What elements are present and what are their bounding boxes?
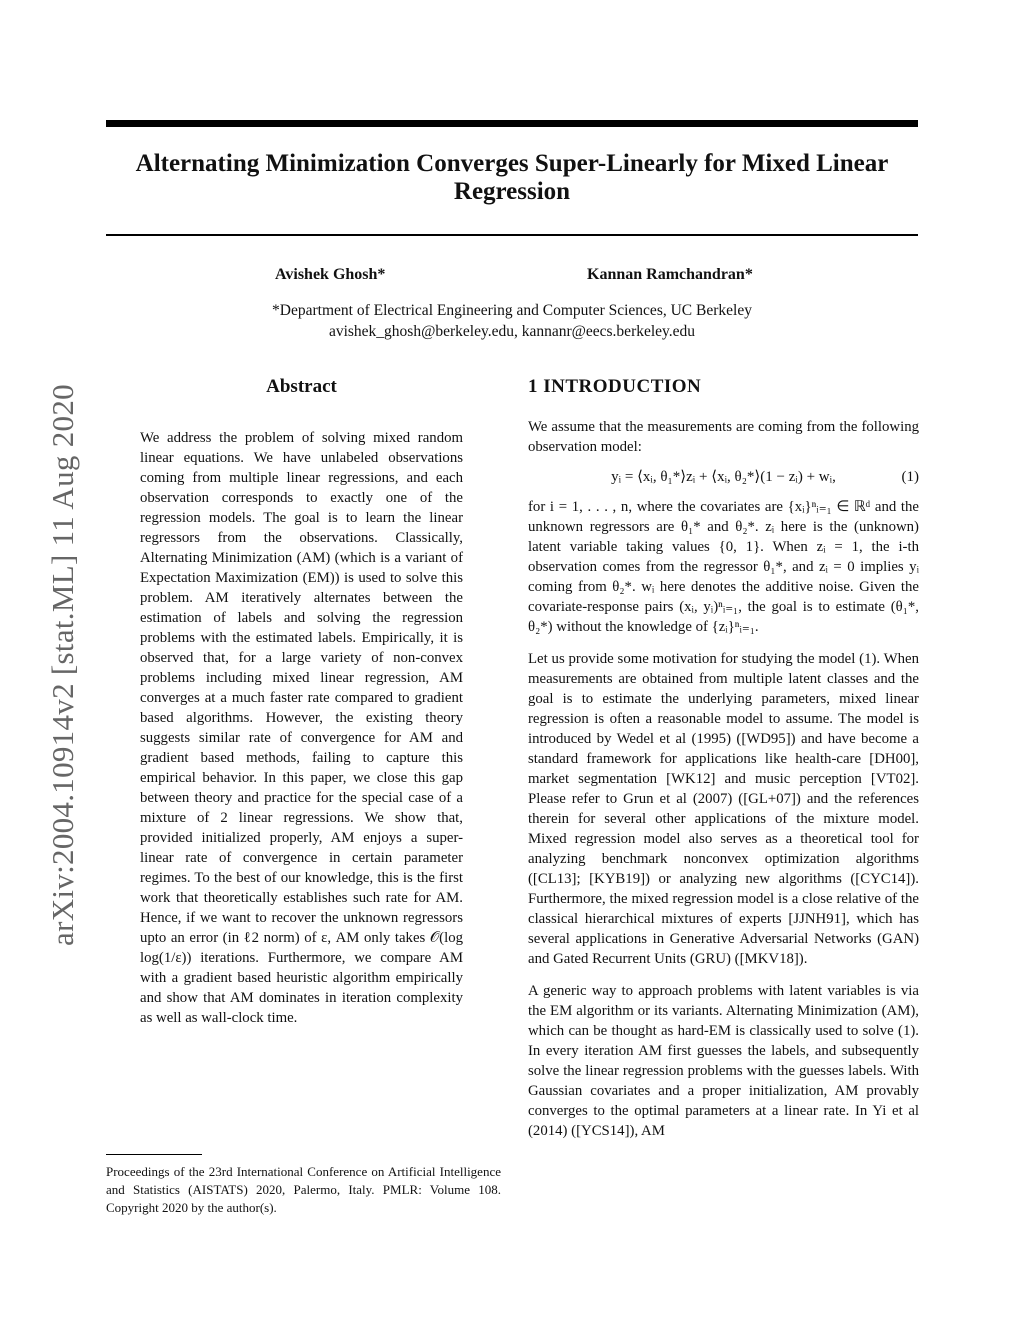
section-heading-introduction: 1 INTRODUCTION [528,376,702,397]
title-top-rule [106,120,918,127]
abstract-heading: Abstract [266,376,337,397]
title-bottom-rule [106,234,918,236]
affiliation: *Department of Electrical Engineering and Computer Sciences, UC Berkeley [272,302,752,319]
equation-body: yᵢ = ⟨xᵢ, θ₁*⟩zᵢ + ⟨xᵢ, θ₂*⟩(1 − zᵢ) + wᵢ, [611,469,836,485]
footnote: Proceedings of the 23rd International Conference on Artificial Intelligence and Statistics (AISTATS) 2020, Palermo, Italy. PMLR: Volume 108. Copyright 2020 by the author(s). [106,1164,501,1215]
intro-paragraph-4: A generic way to approach problems with latent variables is via the EM algorithm or its variants. Alternating Minimization (AM), which can be thought as hard-EM is classically used to solve (1). In every iteration AM first guesses the labels, and subsequently solve the linear regression problems with the guesses labels. With Gaussian covariates and a proper initialization, AM provably converges to the optimal parameters at a linear rate. In Yi et al (2014) ([YCS14]), AM [528,983,919,1139]
affiliation-block [106,300,918,342]
abstract-text: We address the problem of solving mixed random linear equations. We have unlabeled observations coming from multiple linear regressions, and each observation corresponds to exactly one of the regression models. The goal is to learn the linear regressors from the observations. Classically, Alternating Minimization (AM) (which is a variant of Expectation Maximization (EM)) is used to solve this problem. AM iteratively alternates between the estimation of labels and solving the regression problems with the estimated labels. Empirically, it is observed that, for a large variety of non-convex problems including mixed linear regression, AM converges at a much faster rate compared to gradient based algorithms. However, the existing theory suggests similar rate of convergence for AM and gradient based methods, failing to capture this empirical behavior. In this paper, we close this gap between theory and practice for the special case of a mixture of 2 linear regressions. We show that, provided initialized properly, AM enjoys a super-linear rate of convergence in certain parameter regimes. To the best of our knowledge, this is the first work that theoretically establishes such rate for AM. Hence, if we want to recover the unknown regressors upto an error (in ℓ2 norm) of ε, AM only takes 𝒪(log log(1/ε)) iterations. Furthermore, we compare AM with a gradient based heuristic algorithm empirically and show that AM dominates in iteration complexity as well as wall-clock time. [140,430,463,1026]
author-1: Avishek Ghosh* [275,266,386,283]
left-column [140,376,463,1028]
author-2: Kannan Ramchandran* [587,266,753,283]
intro-paragraph-2: for i = 1, . . . , n, where the covariates are {xᵢ}ⁿᵢ₌₁ ∈ ℝᵈ and the unknown regressors are θ₁* and θ₂*. zᵢ here is the (unknown) latent variable taking values {0, 1}. When zᵢ = 1, the i-th observation comes from the regressor θ₁*, and zᵢ = 0 implies yᵢ coming from θ₂*. wᵢ here denotes the additive noise. Given the covariate-response pairs (xᵢ, yᵢ)ⁿᵢ₌₁, the goal is to estimate (θ₁*, θ₂*) without the knowledge of {zᵢ}ⁿᵢ₌₁. [528,499,919,635]
intro-paragraph-1: We assume that the measurements are coming from the following observation model: [528,419,919,455]
arxiv-identifier: arXiv:2004.10914v2 [stat.ML] 11 Aug 2020 [45,384,80,946]
paper-title: Alternating Minimization Converges Super-Linearly for Mixed Linear Regression [135,150,889,205]
arxiv-sidebar [42,340,84,990]
equation-number: (1) [901,469,919,485]
right-column [528,376,919,1153]
equation-1 [528,467,919,487]
intro-paragraph-3: Let us provide some motivation for studying the model (1). When measurements are obtained from multiple latent classes and the goal is to estimate the underlying parameters, mixed linear regression is often a reasonable model to assume. The model is introduced by Wedel et al (1995) ([WD95]) and have become a standard framework for applications like health-care [DH00], market segmentation [WK12] and music perception [VT02]. Please refer to Grun et al (2007) ([GL+07]) and the references therein for several other applications of the mixture model. Mixed regression model also serves as a theoretical tool for analyzing benchmark nonconvex optimization algorithms ([CL13]; [KYB19]) or analyzing new algorithms ([CYC14]). Furthermore, the mixed regression model is a close relative of the classical hierarchical mixtures of experts [JJNH91], which has several applications in Generative Adversarial Networks (GAN) and Gated Recurrent Units (GRU) ([MKV18]). [528,651,919,967]
footnote-rule [106,1154,202,1155]
author-emails: avishek_ghosh@berkeley.edu, kannanr@eecs.berkeley.edu [328,323,696,340]
